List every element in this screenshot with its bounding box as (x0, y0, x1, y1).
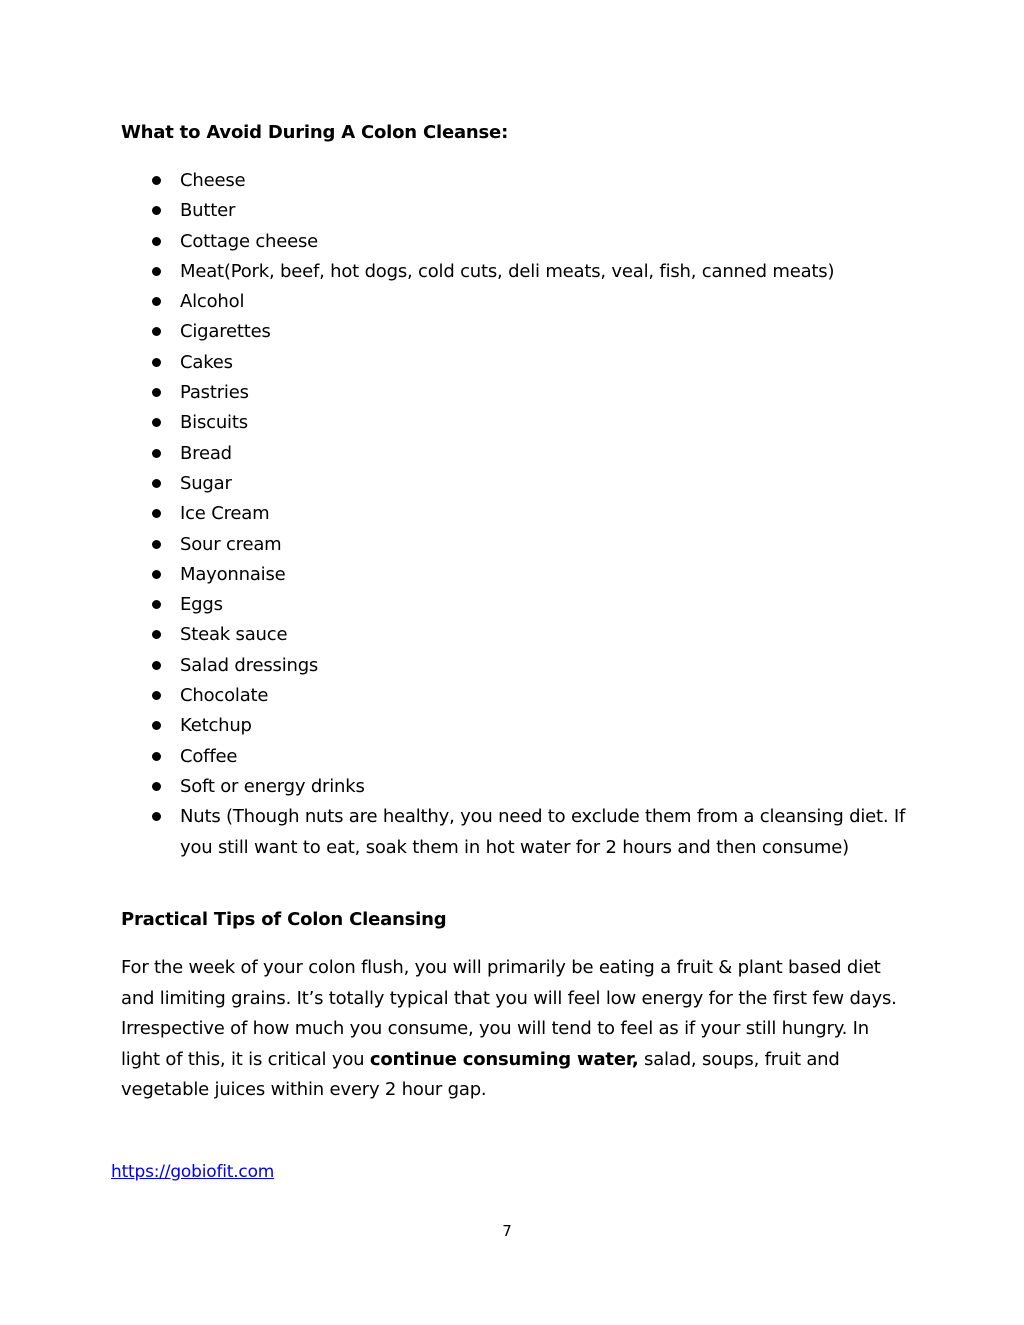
list-item-text: Bread (180, 442, 232, 464)
list-item (150, 257, 920, 287)
tips-paragraph-text-end: salad, soups, fruit and vegetable juices within every 2 hour gap. (121, 1048, 840, 1100)
list-item-text: Soft or energy drinks (180, 775, 365, 797)
list-item (150, 620, 920, 650)
tips-paragraph-text-start: For the week of your colon flush, you will primarily be eating a fruit & plant based diet and limiting grains. It’s totally typical that you will feel low energy for the first few days. Irrespective of how much you consume, you will tend to feel as if your still hungry. In light of this, it is critical you (121, 957, 897, 1070)
bullet-icon (152, 418, 161, 427)
bullet-icon (152, 479, 161, 488)
list-item-text: Ice Cream (180, 503, 270, 525)
list-item-text: Chocolate (180, 685, 269, 707)
list-item (150, 439, 920, 469)
list-item-text: Ketchup (180, 715, 252, 737)
bullet-icon (152, 509, 161, 518)
footer-website-link[interactable]: https://gobiofit.com (111, 1162, 275, 1182)
bullet-icon (152, 206, 161, 215)
list-item (150, 802, 920, 863)
list-item-text: Sugar (180, 472, 232, 494)
list-item (150, 166, 920, 196)
list-item-text: Eggs (180, 594, 223, 616)
list-item (150, 227, 920, 257)
list-item (150, 348, 920, 378)
list-item (150, 681, 920, 711)
avoid-food-list (150, 166, 920, 863)
list-item (150, 560, 920, 590)
bullet-icon (152, 176, 161, 185)
list-item (150, 196, 920, 226)
list-item-text: Mayonnaise (180, 563, 286, 585)
list-item (150, 499, 920, 529)
bullet-icon (152, 388, 161, 397)
bullet-icon (152, 449, 161, 458)
list-item (150, 469, 920, 499)
list-item (150, 590, 920, 620)
bullet-icon (152, 752, 161, 761)
bullet-icon (152, 661, 161, 670)
list-item (150, 711, 920, 741)
bullet-icon (152, 630, 161, 639)
list-item-text: Sour cream (180, 533, 282, 555)
tips-section-heading: Practical Tips of Colon Cleansing (121, 909, 447, 930)
list-item-text: Pastries (180, 382, 249, 404)
bullet-icon (152, 540, 161, 549)
list-item-text: Steak sauce (180, 624, 288, 646)
bullet-icon (152, 297, 161, 306)
bullet-icon (152, 721, 161, 730)
bullet-icon (152, 812, 161, 821)
list-item (150, 772, 920, 802)
page-number: 7 (502, 1222, 512, 1240)
list-item-text: Cigarettes (180, 321, 271, 343)
avoid-section-heading: What to Avoid During A Colon Cleanse: (121, 122, 509, 143)
list-item-text: Biscuits (180, 412, 248, 434)
list-item-text: Coffee (180, 745, 238, 767)
bullet-icon (152, 358, 161, 367)
list-item (150, 651, 920, 681)
bullet-icon (152, 570, 161, 579)
bullet-icon (152, 600, 161, 609)
list-item (150, 408, 920, 438)
bullet-icon (152, 327, 161, 336)
tips-paragraph-bold-text: continue consuming water, (369, 1048, 639, 1070)
list-item-text: Cakes (180, 351, 233, 373)
list-item-text: Butter (180, 200, 236, 222)
list-item (150, 287, 920, 317)
list-item (150, 378, 920, 408)
list-item-text: Alcohol (180, 291, 245, 313)
bullet-icon (152, 237, 161, 246)
list-item (150, 530, 920, 560)
tips-paragraph (121, 953, 911, 1106)
list-item-text: Meat(Pork, beef, hot dogs, cold cuts, deli meats, veal, fish, canned meats) (180, 260, 835, 282)
list-item-text: Salad dressings (180, 654, 319, 676)
list-item-text: Nuts (Though nuts are healthy, you need to exclude them from a cleansing diet. If you still want to eat, soak them in hot water for 2 hours and then consume) (180, 806, 906, 858)
bullet-icon (152, 267, 161, 276)
list-item (150, 317, 920, 347)
list-item-text: Cottage cheese (180, 230, 319, 252)
list-item (150, 742, 920, 772)
bullet-icon (152, 691, 161, 700)
bullet-icon (152, 782, 161, 791)
list-item-text: Cheese (180, 170, 246, 191)
